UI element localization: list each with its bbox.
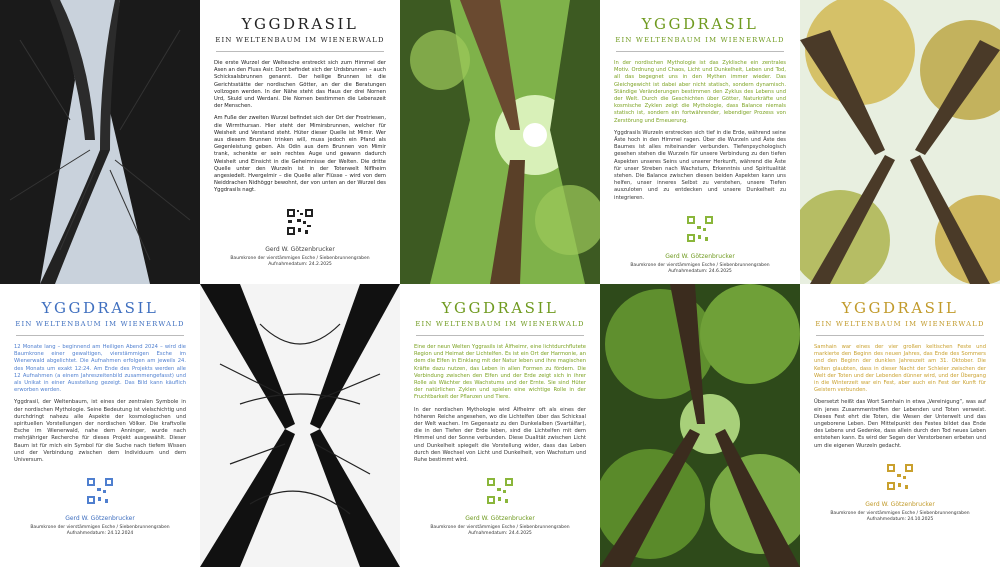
photo-credit [612,263,788,275]
photo-green-summer-canopy [600,284,800,567]
text-card-4 [400,284,600,567]
text-card-3 [0,284,200,567]
credit-location: Baumkrone der vierstämmigen Esche / Siebenbrunnengraben [430,525,570,531]
credit-location: Baumkrone der vierstämmigen Esche / Siebenbrunnengraben [230,255,370,261]
card-paragraph-1: Samhain war eines der vier großen keltischen Feste und markierte den Beginn des neuen Jahres, das Ende des Sommers und den Beginn der dunklen Jahreszeit am 31. Oktober. Die Kelten glaubten, dass in dieser Nacht der Schleier zwischen der Welt der Toten und der Lebenden dünner wird, und der Übergang in die Winterzeit war ein Fest, aber auch ein Fest der Kunft für Geistern verbunden. [814,344,986,394]
author-name: Gerd W. Götzenbrucker [865,500,935,508]
tree-canopy-image-bw-2 [200,284,400,567]
card-title: YGGDRASIL [641,15,759,33]
credit-date: Aufnahmedatum: 24.4.2025 [468,531,532,537]
author-name: Gerd W. Götzenbrucker [465,515,535,523]
divider [216,51,384,52]
photo-bw-winter-canopy-2 [200,284,400,567]
qr-code-icon[interactable] [86,477,114,505]
card-subtitle: EIN WELTENBAUM IM WIENERWALD [215,36,385,44]
credit-date: Aufnahmedatum: 24.6.2025 [668,268,732,274]
divider [816,335,984,336]
credit-location: Baumkrone der vierstämmigen Esche / Siebenbrunnengraben [630,262,770,268]
tree-canopy-image-green-1 [400,0,600,284]
card-subtitle: EIN WELTENBAUM IM WIENERWALD [15,320,185,328]
photo-bw-winter-canopy [0,0,200,284]
credit-date: Aufnahmedatum: 24.2.2025 [268,261,332,267]
card-paragraph-1: 12 Monate lang – beginnend am Heiligen Abend 2024 – wird die Baumkrone einer gewaltigen, vierstämmigen Esche im Wienerwald abgelichtet. Die Aufnahmen erfolgen am jeweils 24. des Monats um exakt 12:24. Am Ende des Projekts werden alle 12 Aufnahmen (a einem Jahreszeitenbild zusammengefasst) und als Unikat in einer Ausstellung gezeigt. Das Bild kann käuflich erworben werden. [14,344,186,394]
photo-golden-canopy [800,0,1000,284]
tree-canopy-image-bw-1 [0,0,200,284]
card-subtitle: EIN WELTENBAUM IM WIENERWALD [815,320,985,328]
credit-location: Baumkrone der vierstämmigen Esche / Siebenbrunnengraben [30,525,170,531]
card-paragraph-2: Yggdrasil, der Weltenbaum, ist eines der zentralen Symbole in der nordischen Mythologie. Seine Bedeutung ist vielschichtig und durchdringt nahezu alle Aspekte der kosmologischen und spirituellen Vorstellungen der nordischen Völker. Die kraftvolle Esche im Wienerwald, nahe dem Anninger, wurde nach mehrjähriger Recherche für dieses Projekt ausgewählt. Dieser Baum ist für mich ein Symbol für die Suche nach tiefem Wissen und der Verbindung zwischen dem Individuum und dem Universum. [14,399,186,464]
divider [16,335,184,336]
author-name: Gerd W. Götzenbrucker [665,252,735,260]
text-card-5 [800,284,1000,567]
photo-credit [812,511,988,523]
card-title: YGGDRASIL [241,15,359,33]
text-card-2 [600,0,800,284]
card-subtitle: EIN WELTENBAUM IM WIENERWALD [415,320,585,328]
divider [416,335,584,336]
photo-credit [12,525,188,537]
tree-canopy-image-green-2 [600,284,800,567]
author-name: Gerd W. Götzenbrucker [265,245,335,253]
card-subtitle: EIN WELTENBAUM IM WIENERWALD [615,36,785,44]
author-name: Gerd W. Götzenbrucker [65,515,135,523]
photo-green-spring-canopy [400,0,600,284]
qr-code-icon[interactable] [286,208,314,236]
card-paragraph-2: Yggdrasils Wurzeln erstrecken sich tief in die Erde, während seine Äste hoch in den Himmel ragen. Über die Wurzeln und Äste des Baumes ist alles miteinander verbunden. Tiefenpsychologisch gesehen stehen die Wurzeln für unsere Verbindung zu den tiefen Aspekten unseres Seins und unserer Herkunft, während die Äste für unser Streben nach Wachstum, Erkenntnis und Spiritualität stehen. Die Balance zwischen diesen beiden Aspekten kann uns helfen, unser inneres Selbst zu verstehen, unsere Tiefen auszuloten und zu entdecken und unsere Dunkelheit zu integrieren. [614,129,786,201]
qr-code-icon[interactable] [686,215,714,243]
divider [616,51,784,52]
card-title: YGGDRASIL [441,299,559,317]
card-paragraph-1: Eine der neun Welten Yggrasils ist Álfheimr, eine lichtdurchflutete Region und Heimat der Lichtelfen. Es ist ein Ort der Harmonie, an dem die Elfen in Einklang mit der Natur leben und ihre magischen Kräfte dazu nutzen, das Leben in allen Formen zu fördern. Die Verbindung zwischen den Elfen und der Erde zeigt sich in ihrer Rolle als Wächter des Wachstums und der Ernte. Sie sind Hüter der natürlichen Zyklen und spielen eine wichtige Rolle in der Fruchtbarkeit der Pflanzen und Tiere. [414,344,586,401]
qr-code-icon[interactable] [486,477,514,505]
credit-date: Aufnahmedatum: 24.10.2025 [866,516,934,522]
card-title: YGGDRASIL [41,299,159,317]
tree-canopy-image-autumn-1 [800,0,1000,284]
qr-code-icon[interactable] [886,463,914,491]
photo-credit [412,525,588,537]
card-paragraph-2: Übersetzt heißt das Wort Samhain in etwa „Vereinigung“, was auf ein jenes Zusammentreffen der Lebenden und Toten verweist. Dieses Fest ehrt die Toten, die Wesen der Unterwelt und das ungeborene Leben. Den Mittelpunkt des Festes bildet das Ende des Lebens und Gedenke, dass allein durch den Tod neues Leben entstehen kann. Es wird der Segen der Verstorbenen erbeten und um die eigenen Wurzeln gedacht. [814,399,986,449]
card-paragraph-2: In der nordischen Mythologie wird Álfheimr oft als eines der höheren Reiche angesehen, wo die Lichtelfen über das Schicksal der Welt wachen. Im Gegensatz zu den Dunkelalben (Svartálfar), die in den Tiefen der Erde leben, sind die Lichtelfen mit dem Himmel und der Sonne verbunden. Diese Dualität zwischen Licht und Dunkelheit spiegelt die Vorstellung wider, dass das Leben durch den Wechsel von Licht und Dunkelheit, von Wachstum und Ruhe bestimmt wird. [414,406,586,464]
credit-location: Baumkrone der vierstämmigen Esche / Siebenbrunnengraben [830,510,970,516]
card-paragraph-1: In der nordischen Mythologie ist das Zyklische ein zentrales Motiv. Ordnung und Chaos, Licht und Dunkelheit, Leben und Tod, all das begegnet uns in den Mythen immer wieder. Das Gleichgewicht ist dabei aber nicht statisch, sondern dynamisch. Ständige Veränderungen bestimmen den Zyklus des Lebens und der Welt. Durch die Geschichten über Götter, Naturkräfte und kosmische Zyklen zeigt die Mythologie, dass Balance niemals statisch ist, sondern ein fortwährender, lebendiger Prozess von Zerstörung und Erneuerung. [614,60,786,124]
card-title: YGGDRASIL [841,299,959,317]
text-card-1 [200,0,400,284]
credit-date: Aufnahmedatum: 24.12.2024 [66,531,134,537]
card-paragraph-2: Am Fuße der zweiten Wurzel befindet sich der Ort der Frostriesen, die Wirmthursan. Hier steht der Mimirsbrunnen, welcher für Weisheit und Verstand steht. Hüter dieser Quelle ist Mimir. Wer aus diesem Brunnen trinken will, muss jedoch ein Pfand als Gegenleistung geben. Als Odin aus dem Brunnen von Mimir trank, schenkte er sein rechtes Auge und gewann dadurch Weisheit und Einsicht in die Geheimnisse der Welten. Die dritte Quelle unter den Wurzeln ist in der Totenwelt Niflheim angesiedelt. Hvergelmir – die Quelle aller Flüsse – wird von dem Neiddrachen Nidhöggr bewohnt, der von unten an der Wurzel des Yggdrasils nagt. [214,115,386,194]
card-paragraph-1: Die erste Wurzel der Weltesche erstreckt sich zum Himmel der Asen an den Fluss Asir. Dort befindet sich der Urdsbrunnen – auch Schicksalsbrunnen genannt. Der heilige Brunnen ist die Gerichtsstätte der nordischen Götter, an der die Beratungen vollzogen werden. In der Nähe steht das Haus der drei Nornen Urd, Skuld und Werdani. Die Nornen bestimmen die Lebenszeit der Menschen. [214,60,386,110]
photo-credit [212,256,388,268]
